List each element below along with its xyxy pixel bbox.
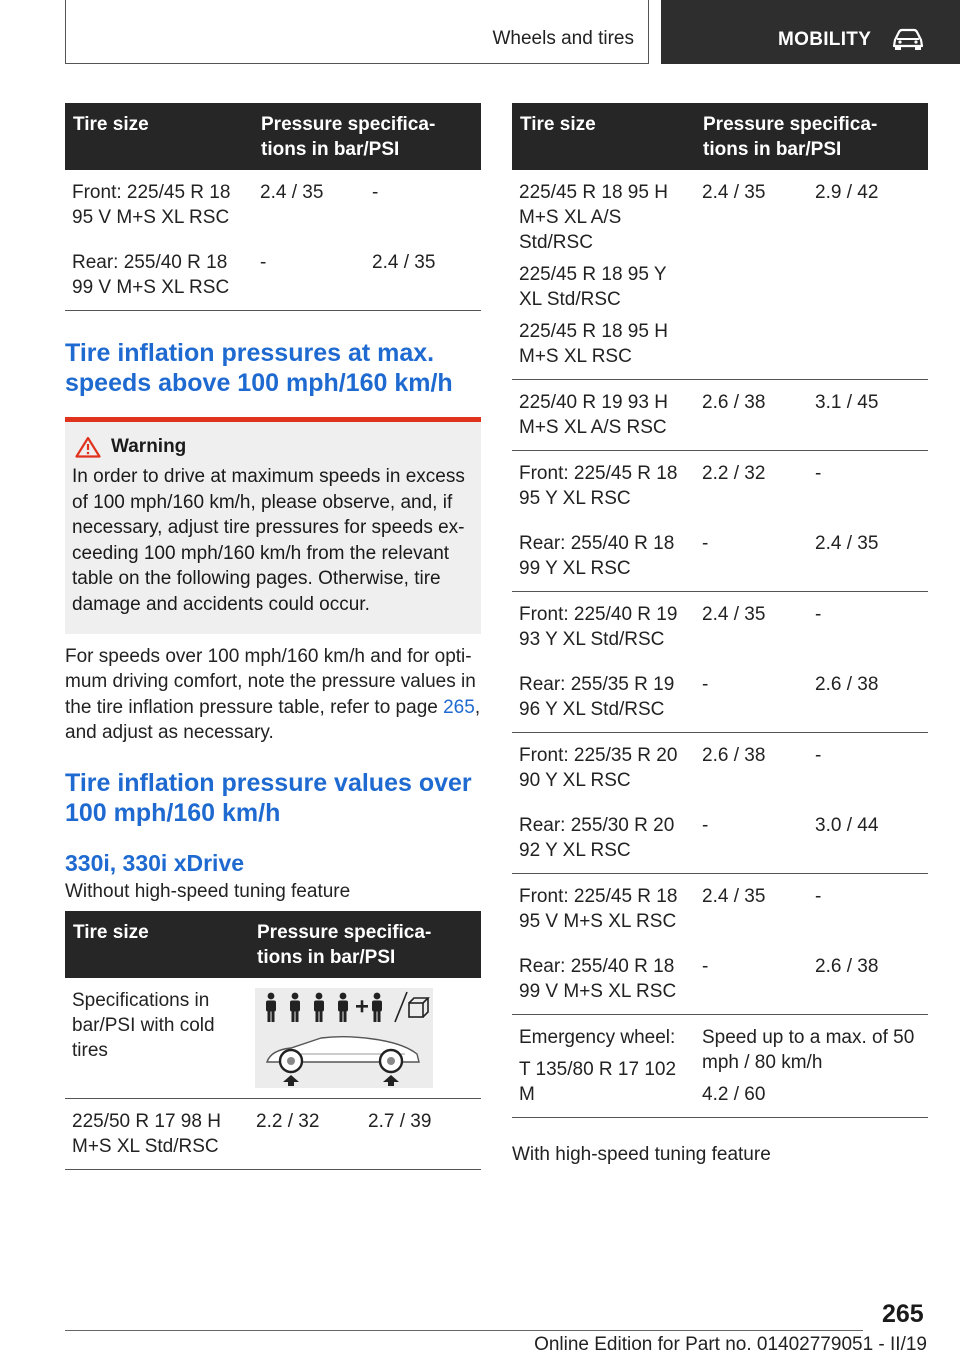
load-diagram-icon [255, 988, 433, 1088]
front-pressure-cell: - [695, 803, 808, 874]
high-speed-note: With high-speed tuning feature [512, 1144, 771, 1165]
emergency-pressure: 4.2 / 60 [702, 1084, 766, 1105]
tire-size-cell [512, 170, 695, 380]
tire-size-line: 225/45 R 18 95 H M+S XL A/S Std/RSC [519, 182, 668, 253]
table-row [512, 592, 928, 663]
table-header-row [512, 103, 928, 170]
table-row [512, 803, 928, 874]
front-pressure-cell: 2.4 / 35 [260, 182, 324, 203]
emergency-wheel-pressure-cell [695, 1015, 928, 1118]
table-row [512, 662, 928, 733]
rear-pressure-cell: - [815, 463, 822, 484]
table-row [65, 170, 481, 240]
emergency-wheel-cell [512, 1015, 695, 1118]
table-header-row [65, 911, 481, 978]
tire-size-cell: Front: 225/35 R 20 90 Y XL RSC [519, 745, 678, 791]
rear-pressure-cell: - [815, 604, 822, 625]
header-pressure: Pressure specifica- tions in bar/PSI [253, 103, 481, 170]
rear-pressure-cell: 2.6 / 38 [808, 944, 928, 1015]
load-pictogram [255, 988, 433, 1088]
footer-divider [65, 1330, 863, 1331]
warning-text: In order to drive at maximum speeds in excess of 100 mph/160 km/h, please observe, and, if necessary, adjust tire pressures for speeds ex- ceeding 100 mph/160 km/h from the relevant table on the following pages. Otherwise, tire damage and accidents could occur. [72, 466, 465, 615]
rear-pressure-cell: - [372, 182, 379, 203]
warning-triangle-icon [75, 436, 101, 458]
rear-pressure-cell: 2.7 / 39 [361, 1098, 481, 1169]
rear-pressure-cell: 3.0 / 44 [808, 803, 928, 874]
front-pressure-cell: 2.6 / 38 [695, 380, 808, 451]
tire-table-bottom-left [65, 911, 481, 1170]
table-row [512, 380, 928, 451]
emergency-wheel-label: Emergency wheel: [519, 1027, 676, 1048]
section-title-pressure-values: Tire inflation pressure values over 100 mph/160 km/h [65, 768, 472, 827]
info-paragraph [65, 644, 481, 746]
front-pressure-cell: 2.6 / 38 [702, 745, 766, 766]
tire-size-cell: 225/40 R 19 93 H M+S XL A/S RSC [512, 380, 695, 451]
warning-title: Warning [111, 436, 187, 457]
header-pressure: Pressure specifica- tions in bar/PSI [249, 911, 481, 978]
tire-size-line: 225/45 R 18 95 H M+S XL RSC [519, 321, 668, 367]
table-row [512, 874, 928, 945]
variant-note: Without high-speed tuning feature [65, 880, 351, 902]
front-pressure-cell: - [695, 521, 808, 592]
rear-pressure-cell: 3.1 / 45 [808, 380, 928, 451]
front-pressure-cell: 2.4 / 35 [702, 886, 766, 907]
front-pressure-cell: 2.4 / 35 [695, 170, 808, 380]
table-row [512, 521, 928, 592]
header-tire-size: Tire size [512, 103, 695, 170]
header-chapter-title: MOBILITY [778, 29, 872, 50]
tire-table-right [512, 103, 928, 1118]
right-column [512, 103, 928, 1168]
tire-size-cell: Rear: 255/35 R 19 96 Y XL Std/RSC [512, 662, 695, 733]
rear-pressure-cell: - [815, 745, 822, 766]
table-row [65, 1098, 481, 1169]
header-section-box [65, 0, 649, 64]
table-row [512, 944, 928, 1015]
tire-size-line: 225/45 R 18 95 Y XL Std/RSC [519, 264, 667, 310]
rear-pressure-cell: 2.9 / 42 [808, 170, 928, 380]
front-pressure-cell: 2.2 / 32 [702, 463, 766, 484]
model-subtitle: 330i, 330i xDrive [65, 849, 245, 876]
paragraph-text-before: For speeds over 100 mph/160 km/h and for opti- mum driving comfort, note the pressure values in the tire inflation pressure table, refer to page [65, 645, 476, 718]
front-pressure-cell: - [253, 240, 365, 311]
table-row [512, 451, 928, 522]
rear-pressure-cell: 2.6 / 38 [808, 662, 928, 733]
table-row [512, 170, 928, 380]
rear-pressure-cell: - [815, 886, 822, 907]
paragraph-text-after: , and adjust as necessary. [65, 696, 481, 744]
front-pressure-cell: - [695, 944, 808, 1015]
tire-size-cell: Front: 225/45 R 18 95 V M+S XL RSC [519, 886, 678, 932]
header-chapter-box [661, 0, 960, 64]
header-tire-size: Tire size [65, 911, 249, 978]
load-pictogram-cell [249, 978, 481, 1099]
tire-size-cell: 225/50 R 17 98 H M+S XL Std/RSC [65, 1098, 249, 1169]
table-row-emergency-wheel [512, 1015, 928, 1118]
header-section-title: Wheels and tires [492, 28, 634, 49]
tire-size-cell: Rear: 255/40 R 18 99 V M+S XL RSC [65, 240, 253, 311]
tire-size-cell: Front: 225/45 R 18 95 Y XL RSC [519, 463, 678, 509]
tire-size-cell: Front: 225/45 R 18 95 V M+S XL RSC [72, 182, 231, 228]
tire-size-cell: Rear: 255/40 R 18 99 V M+S XL RSC [512, 944, 695, 1015]
tire-size-cell: Rear: 255/40 R 18 99 Y XL RSC [512, 521, 695, 592]
section-title-max-speed: Tire inflation pressures at max. speeds above 100 mph/160 km/h [65, 339, 453, 397]
edition-text: Online Edition for Part no. 01402779051 - II/19 [534, 1334, 927, 1355]
warning-box [65, 417, 481, 634]
front-pressure-cell: - [695, 662, 808, 733]
front-pressure-cell: 2.4 / 35 [702, 604, 766, 625]
table-row [512, 733, 928, 804]
tire-size-cell: Front: 225/40 R 19 93 Y XL Std/RSC [519, 604, 678, 650]
tire-table-top-left [65, 103, 481, 311]
emergency-wheel-size: T 135/80 R 17 102 M [519, 1059, 677, 1105]
rear-pressure-cell: 2.4 / 35 [808, 521, 928, 592]
left-column [65, 103, 481, 1170]
tire-size-cell: Rear: 255/30 R 20 92 Y XL RSC [512, 803, 695, 874]
front-pressure-cell: 2.2 / 32 [249, 1098, 361, 1169]
table-row-specification [65, 978, 481, 1099]
header-tire-size: Tire size [65, 103, 253, 170]
car-icon [891, 27, 925, 51]
header-pressure: Pressure specifica- tions in bar/PSI [695, 103, 928, 170]
emergency-speed-limit: Speed up to a max. of 50 mph / 80 km/h [702, 1027, 915, 1073]
page-number: 265 [882, 1300, 924, 1328]
rear-pressure-cell: 2.4 / 35 [365, 240, 481, 311]
spec-label-cell: Specifications in bar/PSI with cold tires [65, 978, 249, 1099]
table-header-row [65, 103, 481, 170]
page-reference-link[interactable]: 265 [443, 696, 475, 718]
table-row [65, 240, 481, 311]
